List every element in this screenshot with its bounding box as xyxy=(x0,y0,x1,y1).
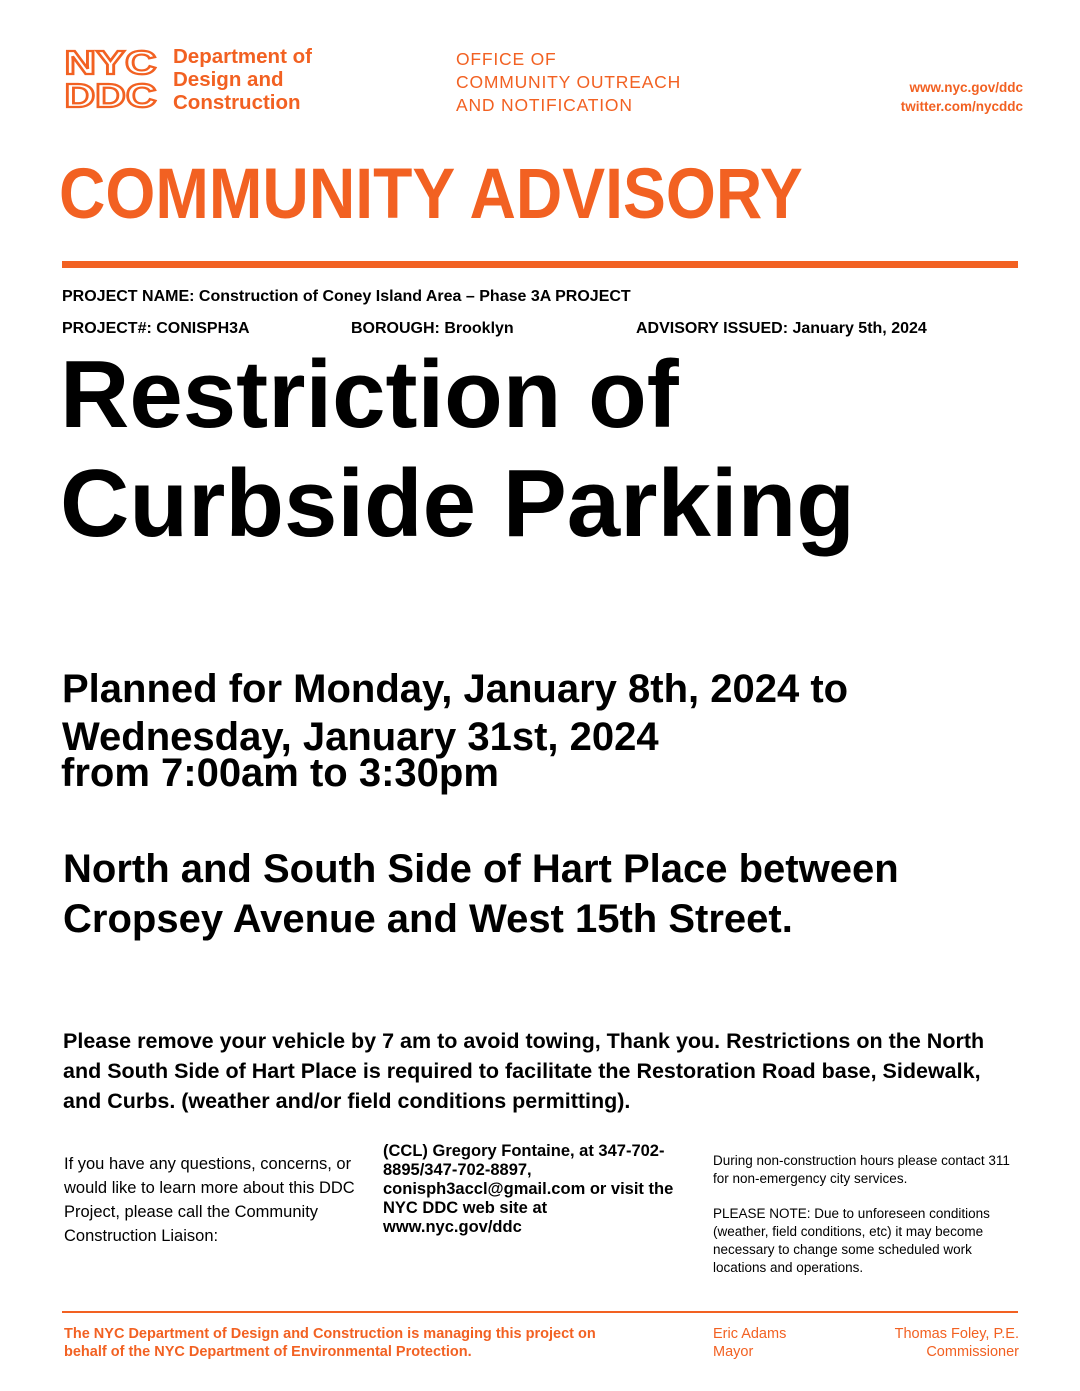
please-note: PLEASE NOTE: Due to unforeseen conditions (weather, field conditions, etc) it may become necessary to change some scheduled work locations and operations. xyxy=(713,1206,990,1275)
date-range-line-1: Planned for Monday, January 8th, 2024 to xyxy=(62,667,849,711)
contact-details: (CCL) Gregory Fontaine, at 347-702-8895/347-702-8897, conisph3accl@gmail.com or visit the NYC DDC web site at www.nyc.gov/ddc xyxy=(383,1142,674,1236)
project-name: PROJECT NAME: Construction of Coney Island Area – Phase 3A PROJECT xyxy=(62,288,631,305)
contact-notes xyxy=(713,1152,1023,1277)
svg-text:DDC: DDC xyxy=(64,77,157,109)
office-name: OFFICE OF COMMUNITY OUTREACH AND NOTIFICATION xyxy=(456,49,682,115)
mayor-signature: Eric Adams Mayor xyxy=(713,1326,787,1360)
after-hours-note: During non-construction hours please contact 311 for non-emergency city services. xyxy=(713,1153,1010,1186)
divider xyxy=(62,261,1018,268)
location: North and South Side of Hart Place between Cropsey Avenue and West 15th Street. xyxy=(63,847,899,941)
commissioner-signature: Thomas Foley, P.E. Commissioner xyxy=(894,1326,1019,1360)
project-number: PROJECT#: CONISPH3A xyxy=(62,320,250,337)
headline: COMMUNITY ADVISORY xyxy=(59,155,803,234)
footer-divider xyxy=(62,1311,1018,1313)
contact-intro: If you have any questions, concerns, or would like to learn more about this DDC Project, please call the Community Construction Liaison: xyxy=(64,1155,355,1245)
header-links xyxy=(901,78,1023,116)
date-range-line-2: Wednesday, January 31st, 2024 xyxy=(62,715,659,759)
svg-text:NYC: NYC xyxy=(64,45,157,81)
footer-statement: The NYC Department of Design and Construction is managing this project on behalf of the NYC Department of Environmental Protection. xyxy=(64,1326,596,1360)
time-range: from 7:00am to 3:30pm xyxy=(61,751,499,795)
department-name: Department of Design and Construction xyxy=(173,45,312,114)
notice: Please remove your vehicle by 7 am to avoid towing, Thank you. Restrictions on the North and South Side of Hart Place is required to facilitate the Restoration Road base, Sidewalk, and Curbs. (weather and/or field conditions permitting). xyxy=(63,1029,985,1113)
borough: BOROUGH: Brooklyn xyxy=(351,320,514,337)
advisory-issued: ADVISORY ISSUED: January 5th, 2024 xyxy=(636,320,927,337)
nyc-ddc-logo-icon xyxy=(63,45,158,109)
twitter-link[interactable]: twitter.com/nycddc xyxy=(900,99,1023,114)
website-link[interactable]: www.nyc.gov/ddc xyxy=(909,80,1023,95)
page-title: Restriction of Curbside Parking xyxy=(60,341,855,557)
